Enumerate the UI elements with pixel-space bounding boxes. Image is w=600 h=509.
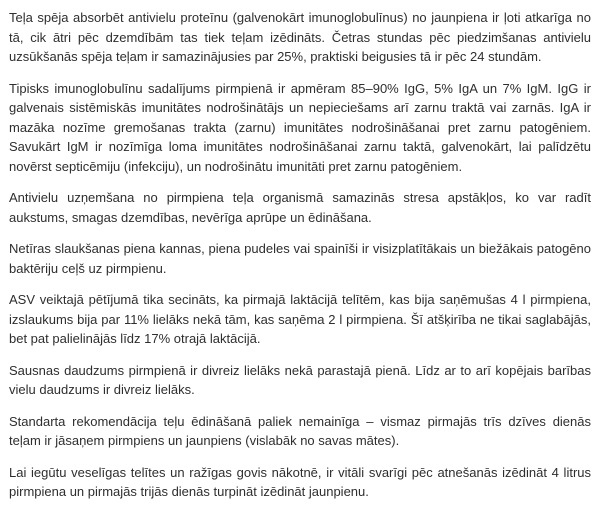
paragraph-usa-study: ASV veiktajā pētījumā tika secināts, ka pirmajā laktācijā telītēm, kas bija saņēmušas 4 l pirmpiena, izslaukums bija par 11% lielāks nekā tām, kas saņēma 2 l pirmpiena. Šī atšķirība ne tikai saglabājās, bet pat palielinājās līdz 17% otrajā laktācijā. [9, 292, 591, 346]
paragraph-standard-recommendation: Standarta rekomendācija teļu ēdināšanā paliek nemainīga – vismaz pirmajās trīs dzīves dienās teļam ir jāsaņem pirmpiens un jaunpiens (vislabāk no savas mātes). [9, 413, 591, 448]
paragraph-dirty-equipment: Netīras slaukšanas piena kannas, piena pudeles vai spainīši ir visizplatītākais un biežākais patogēno baktēriju ceļš uz pirmpienu. [9, 241, 591, 276]
paragraph-dry-matter: Sausnas daudzums pirmpienā ir divreiz lielāks nekā parastajā pienā. Līdz ar to arī kopējais barības vielu daudzums ir divreiz lielāks. [9, 362, 591, 397]
paragraph-stress-factors: Antivielu uzņemšana no pirmpiena teļa organismā samazinās stresa apstākļos, ko var radīt aukstums, smagas dzemdības, nevērīga aprūpe un ēdināšana. [9, 190, 591, 225]
paragraph-immunoglobulin-distribution: Tipisks imunoglobulīnu sadalījums pirmpienā ir apmēram 85–90% IgG, 5% IgA un 7% IgM. IgG ir galvenais sistēmiskās imunitātes nodrošinātājs un nepieciešams arī zarnu traktā vai zarnās. IgA ir mazāka nozīme gremošanas trakta (zarnu) imunitātes nodrošināšanai pret zarnu patogēniem. Savukārt IgM ir nozīmīga loma imunitātes nodrošināšanai zarnu taktā, galvenokārt, lai palīdzētu novērst septicēmiju (infekciju), un nodrošinātu imunitāti pret zarnu patogēniem. [9, 80, 591, 174]
paragraph-antibody-absorption: Teļa spēja absorbēt antivielu proteīnu (galvenokārt imunoglobulīnus) no jaunpiena ir ļoti atkarīga no tā, cik ātri pēc dzemdībām tas tiek teļam izēdināts. Četras stundas pēc piedzimšanas antivielu uzsūkšanās spēja teļam ir samazinājusies par 25%, praktiski beigusies tā ir pēc 24 stundām. [9, 10, 591, 64]
paragraph-conclusion: Lai iegūtu veselīgas telītes un ražīgas govis nākotnē, ir vitāli svarīgi pēc atnešanās izēdināt 4 litrus pirmpiena un pirmajās trijās dienās turpināt izēdināt jaunpienu. [9, 464, 591, 499]
